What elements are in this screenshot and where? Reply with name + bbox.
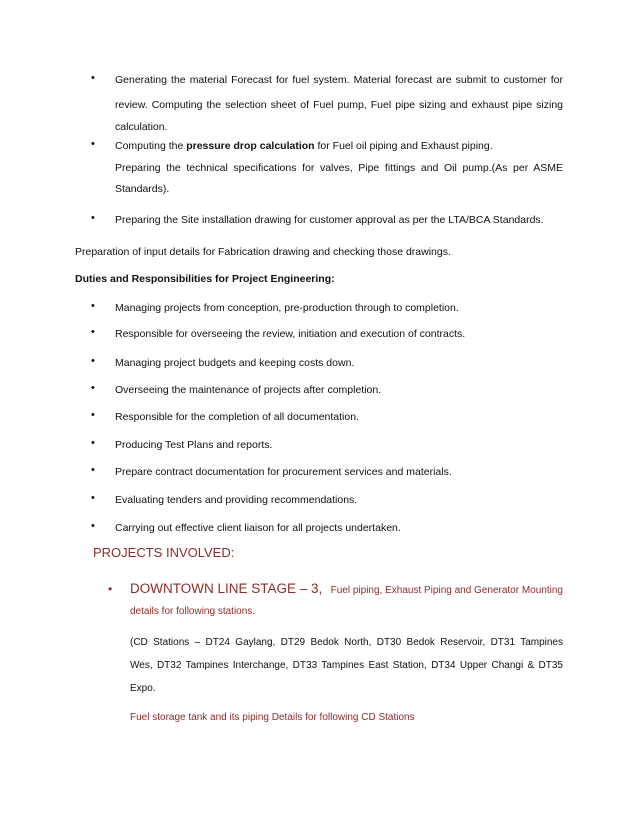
fuel-bullet-2-line-2: Preparing the technical specifications for valves, Pipe fittings and Oil pump.(As per ASME [115,162,563,174]
fuel-bullet-2-line-3: Standards). [115,183,170,195]
stations-line-2: Wes, DT32 Tampines Interchange, DT33 Tampines East Station, DT34 Upper Changi & DT35 [130,660,563,671]
fuel-storage-line: Fuel storage tank and its piping Details for following CD Stations [130,712,415,723]
bullet-marker: • [91,300,95,312]
project-title-row [130,581,563,596]
bullet-marker: • [108,582,113,596]
project-title: DOWNTOWN LINE STAGE – 3, [130,581,323,596]
pressure-drop-emphasis: pressure drop calculation [186,140,315,152]
fuel-bullet-2-line-1 [115,140,493,152]
fuel-bullet-2-post: for Fuel oil piping and Exhaust piping. [314,140,493,152]
stations-line-1: (CD Stations – DT24 Gaylang, DT29 Bedok North, DT30 Bedok Reservoir, DT31 Tampines [130,637,563,648]
bullet-marker: • [91,437,95,449]
bullet-marker: • [91,326,95,338]
duty-item: Prepare contract documentation for procurement services and materials. [115,466,452,478]
fuel-bullet-2-pre: Computing the [115,140,187,152]
fuel-bullet-3: Preparing the Site installation drawing for customer approval as per the LTA/BCA Standards. [115,214,544,226]
bullet-marker: • [91,520,95,532]
duty-item: Responsible for the completion of all documentation. [115,411,359,423]
bullet-marker: • [91,382,95,394]
stations-line-3: Expo. [130,683,156,694]
duty-item: Managing projects from conception, pre-production through to completion. [115,302,459,314]
duty-item: Carrying out effective client liaison for all projects undertaken. [115,522,401,534]
bullet-marker: • [91,72,95,84]
duty-item: Managing project budgets and keeping costs down. [115,357,355,369]
project-desc-line-1: Fuel piping, Exhaust Piping and Generator Mounting [330,585,563,596]
project-desc-line-2: details for following stations. [130,606,256,617]
fabrication-line: Preparation of input details for Fabrication drawing and checking those drawings. [75,246,451,258]
duties-heading: Duties and Responsibilities for Project Engineering: [75,273,335,285]
fuel-bullet-1-line-2: review. Computing the selection sheet of Fuel pump, Fuel pipe sizing and exhaust pipe sizing [115,99,563,111]
bullet-marker: • [91,464,95,476]
duty-item: Producing Test Plans and reports. [115,439,273,451]
fuel-bullet-1-line-1: Generating the material Forecast for fuel system. Material forecast are submit to customer for [115,74,563,86]
bullet-marker: • [91,492,95,504]
duty-item: Overseeing the maintenance of projects after completion. [115,384,382,396]
bullet-marker: • [91,138,95,150]
bullet-marker: • [91,355,95,367]
bullet-marker: • [91,409,95,421]
bullet-marker: • [91,212,95,224]
duty-item: Responsible for overseeing the review, initiation and execution of contracts. [115,328,466,340]
duty-item: Evaluating tenders and providing recommendations. [115,494,358,506]
fuel-bullet-1-line-3: calculation. [115,121,168,133]
projects-heading: PROJECTS INVOLVED: [93,545,235,560]
